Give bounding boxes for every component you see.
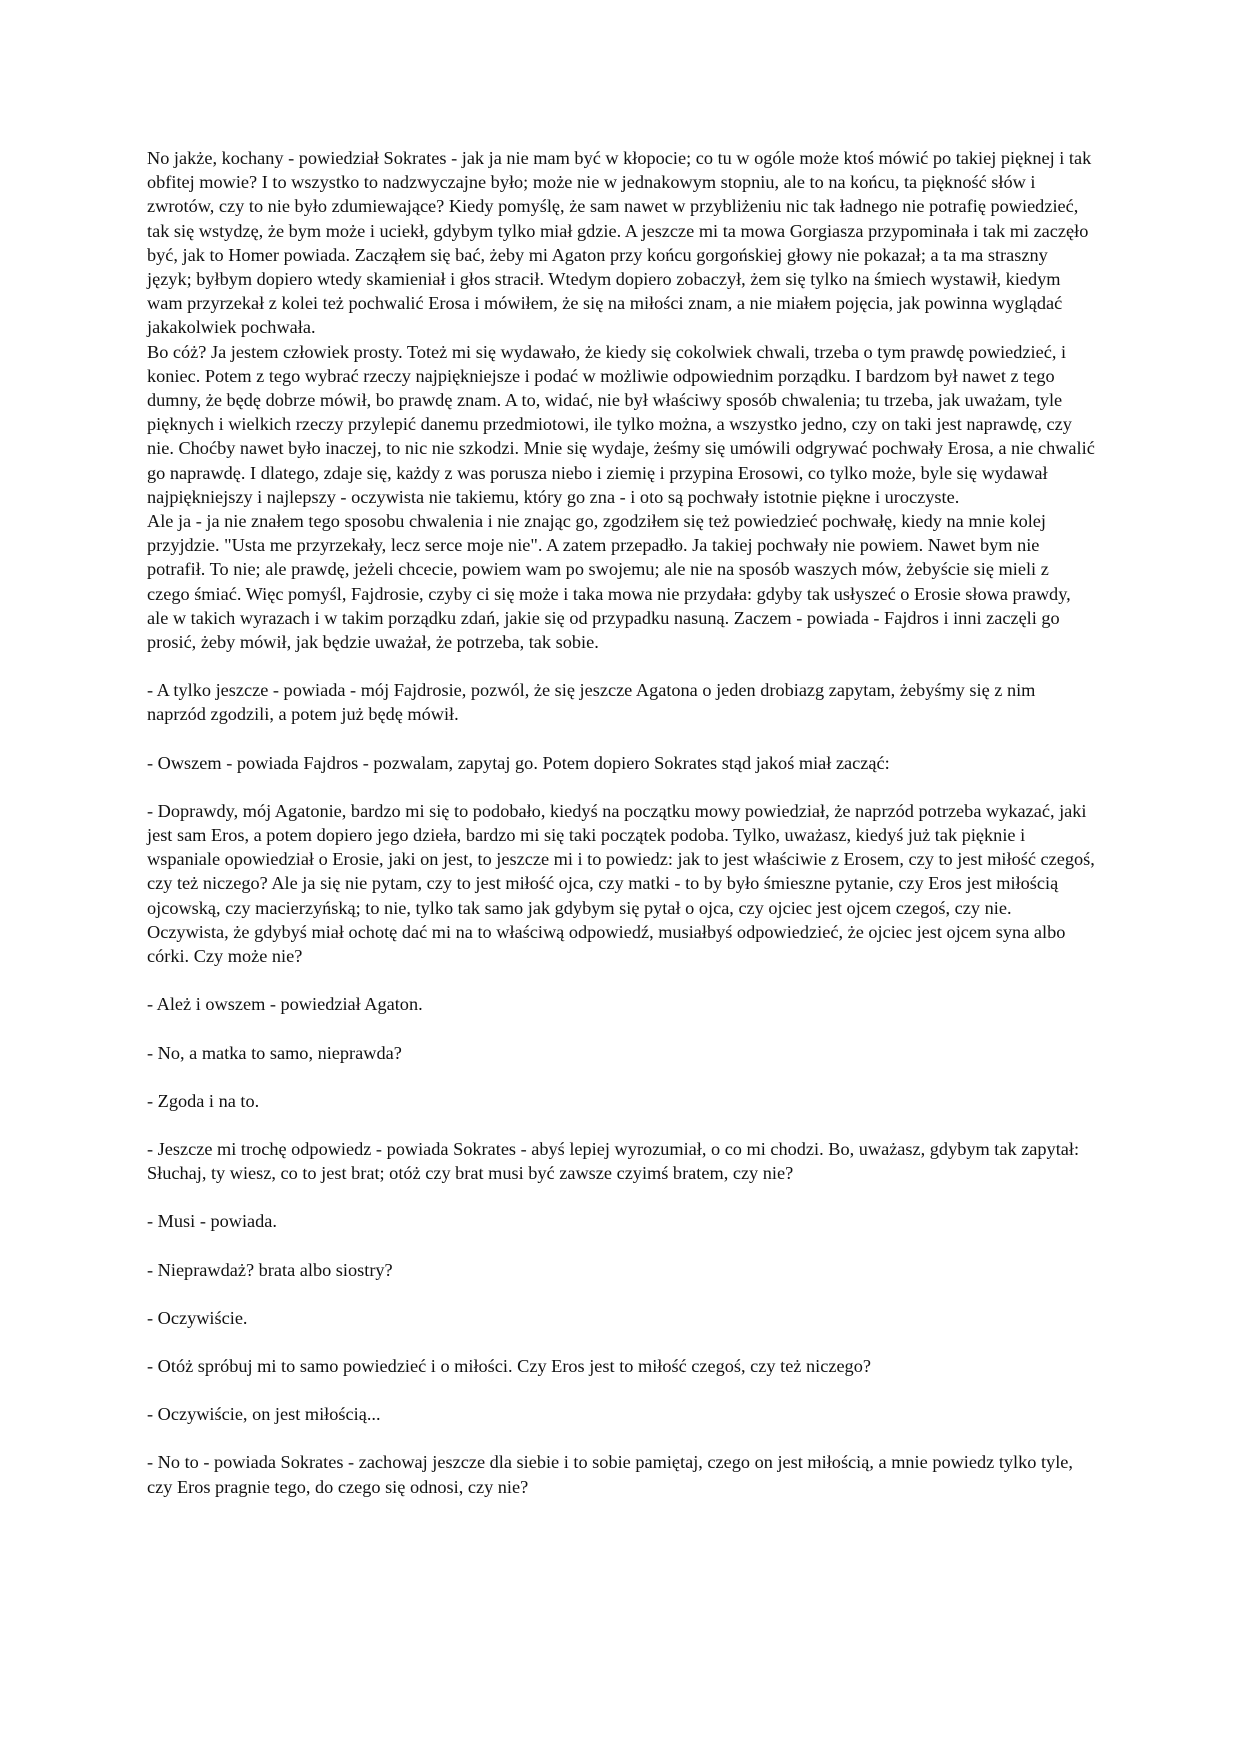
paragraph-sokrates-intro: No jakże, kochany - powiedział Sokrates - jak ja nie mam być w kłopocie; co tu w ogóle może ktoś mówić po takiej pięknej i tak obfitej mowie? I to wszystko to nadzwyczajne było; może nie w jednakowym stopniu, ale to na końcu, ta piękność słów i zwrotów, czy to nie było zdumiewające? Kiedy pomyślę, że sam nawet w przybliżeniu nic tak ładnego nie potrafię powiedzieć, tak się wstydzę, że bym może i uciekł, gdybym tylko miał gdzie. A jeszcze mi ta mowa Gorgiasza przypominała i tak mi zaczęło być, jak to Homer powiada. Zacząłem się bać, żeby mi Agaton przy końcu gorgońskiej głowy nie pokazał; a ta ma straszny język; byłbym dopiero wtedy skamieniał i głos stracił. Wtedym dopiero zobaczył, żem się tylko na śmiech wystawił, kiedym wam przyrzekał z kolei też pochwalić Erosa i mówiłem, że się na miłości znam, a nie miałem pojęcia, jak powinna wyglądać jakakolwiek pochwała. [147,148,1092,338]
paragraph-ale-ja: Ale ja - ja nie znałem tego sposobu chwalenia i nie znając go, zgodziłem się też powiedzieć pochwałę, kiedy na mnie kolej przyjdzie. "Usta me przyrzekały, lecz serce moje nie". A zatem przepadło. Ja takiej pochwały nie powiem. Nawet bym nie potrafił. To nie; ale prawdę, jeżeli chcecie, powiem wam po swojemu; ale nie na sposób waszych mów, żebyście się mieli z czego śmiać. Więc pomyśl, Fajdrosie, czyby ci się może i taka mowa nie przydała: gdyby tak usłyszeć o Erosie słowa prawdy, ale w takich wyrazach i w takim porządku zdań, jakie się od przypadku nasuną. Zaczem - powiada - Fajdros i inni zaczęli go prosić, żeby mówił, jak będzie uważał, że potrzeba, tak sobie. [147,511,1071,653]
document-page [147,146,1095,1499]
paragraph-dialogue-2: - Owszem - powiada Fajdros - pozwalam, zapytaj go. Potem dopiero Sokrates stąd jakoś miał zacząć: [147,752,890,773]
paragraph-dialogue-8: - Musi - powiada. [147,1211,277,1232]
paragraph-dialogue-1: - A tylko jeszcze - powiada - mój Fajdrosie, pozwól, że się jeszcze Agatona o jeden drobiazg zapytam, żebyśmy się z nim naprzód zgodzili, a potem już będę mówił. [147,680,1036,725]
paragraph-dialogue-7: - Jeszcze mi trochę odpowiedz - powiada Sokrates - abyś lepiej wyrozumiał, o co mi chodzi. Bo, uważasz, gdybym tak zapytał: Słuchaj, ty wiesz, co to jest brat; otóż czy brat musi być zawsze czyimś bratem, czy nie? [147,1138,1080,1184]
paragraph-dialogue-5: - No, a matka to samo, nieprawda? [147,1042,402,1063]
paragraph-dialogue-10: - Oczywiście. [147,1307,248,1328]
paragraph-dialogue-12: - Oczywiście, on jest miłością... [147,1404,381,1425]
paragraph-dialogue-11: - Otóż spróbuj mi to samo powiedzieć i o miłości. Czy Eros jest to miłość czegoś, czy też niczego? [147,1355,871,1376]
paragraph-dialogue-6: - Zgoda i na to. [147,1090,260,1111]
paragraph-dialogue-4: - Ależ i owszem - powiedział Agaton. [147,994,423,1015]
paragraph-dialogue-13: - No to - powiada Sokrates - zachowaj jeszcze dla siebie i to sobie pamiętaj, czego on jest miłością, a mnie powiedz tylko tyle, czy Eros pragnie tego, do czego się odnosi, czy nie? [147,1452,1073,1497]
paragraph-bo-coz: Bo cóż? Ja jestem człowiek prosty. Toteż mi się wydawało, że kiedy się cokolwiek chwali, trzeba o tym prawdę powiedzieć, i koniec. Potem z tego wybrać rzeczy najpiękniejsze i podać w możliwie odpowiednim porządku. I bardzom był nawet z tego dumny, że będę dobrze mówił, bo prawdę znam. A to, widać, nie był właściwy sposób chwalenia; tu trzeba, jak uważam, tyle pięknych i wielkich rzeczy przylepić danemu przedmiotowi, ile tylko można, a wszystko jedno, czy on taki jest naprawdę, czy nie. Choćby nawet było inaczej, to nic nie szkodzi. Mnie się wydaje, żeśmy się umówili odgrywać pochwały Erosa, a nie chwalić go naprawdę. I dlatego, zdaje się, każdy z was porusza niebo i ziemię i przypina Erosowi, co tylko może, byle się wydawał najpiękniejszy i najlepszy - oczywista nie takiemu, który go zna - i oto są pochwały istotnie piękne i uroczyste. [147,341,1095,507]
paragraph-dialogue-9: - Nieprawdaż? brata albo siostry? [147,1259,393,1280]
paragraph-dialogue-3: - Doprawdy, mój Agatonie, bardzo mi się to podobało, kiedyś na początku mowy powiedział, że naprzód potrzeba wykazać, jaki jest sam Eros, a potem dopiero jego dzieła, bardzo mi się taki początek podoba. Tylko, uważasz, kiedyś już tak pięknie i wspaniale opowiedział o Erosie, jaki on jest, to jeszcze mi i to powiedz: jak to jest właściwie z Erosem, czy to jest miłość czegoś, czy też niczego? Ale ja się nie pytam, czy to jest miłość ojca, czy matki - to by było śmieszne pytanie, czy Eros jest miłością ojcowską, czy macierzyńską; to nie, tylko tak samo jak gdybym się pytał o ojca, czy ojciec jest ojcem czegoś, czy nie. Oczywista, że gdybyś miał ochotę dać mi na to właściwą odpowiedź, musiałbyś odpowiedzieć, że ojciec jest ojcem syna albo córki. Czy może nie? [147,800,1095,967]
